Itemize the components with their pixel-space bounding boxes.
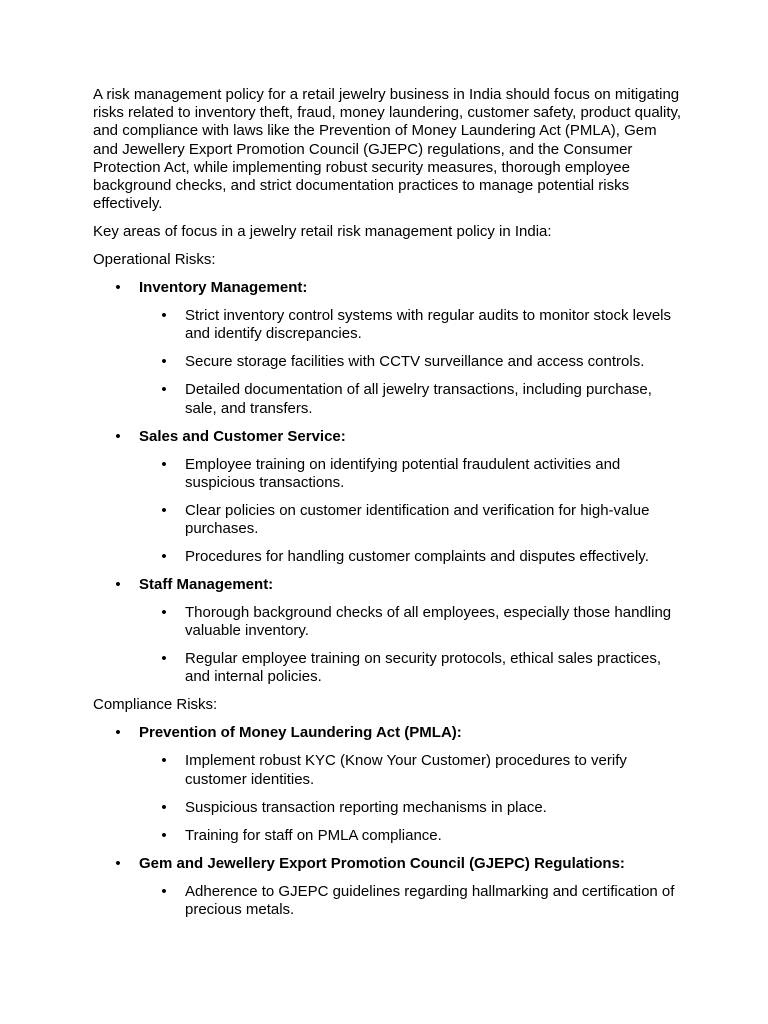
bullet-icon: • [115, 427, 121, 445]
intro-paragraph: A risk management policy for a retail jewelry business in India should focus on mitigating risks related to inventory theft, fraud, money laundering, customer safety, product quality, and compliance with laws like the Prevention of Money Laundering Act (PMLA), Gem and Jewellery Export Promotion Council (GJEPC) regulations, and the Consumer Protection Act, while implementing robust security measures, thorough employee background checks, and strict documentation practices to manage potential risks effectively. [93, 86, 682, 213]
bullet-icon: • [161, 798, 167, 816]
bullet-icon: • [161, 501, 167, 519]
list-item [139, 307, 683, 343]
bullet-icon: • [161, 381, 167, 399]
section-item [93, 576, 683, 687]
list-item [139, 827, 683, 845]
sub-list [139, 456, 683, 567]
list-item-text: Employee training on identifying potential fraudulent activities and suspicious transactions. [185, 455, 621, 491]
section-heading: Gem and Jewellery Export Promotion Council (GJEPC) Regulations: [139, 854, 625, 872]
list-item [139, 752, 683, 788]
list-item-text: Procedures for handling customer complaints and disputes effectively. [185, 548, 649, 566]
sub-list [139, 752, 683, 844]
section-heading: Sales and Customer Service: [139, 427, 346, 445]
list-item [139, 799, 683, 817]
document-page [93, 86, 683, 929]
bullet-icon: • [161, 353, 167, 371]
bullet-icon: • [115, 854, 121, 872]
bullet-icon: • [115, 724, 121, 742]
sub-list [139, 604, 683, 687]
list-item [139, 883, 683, 919]
list-item-text: Implement robust KYC (Know Your Customer) procedures to verify customer identities. [185, 752, 627, 788]
list-item [139, 381, 683, 417]
bullet-icon: • [161, 548, 167, 566]
list-item-text: Detailed documentation of all jewelry transactions, including purchase, sale, and transfers. [185, 381, 652, 417]
sub-list [139, 307, 683, 418]
list-item-text: Strict inventory control systems with regular audits to monitor stock levels and identify discrepancies. [185, 307, 672, 343]
operational-risks-title: Operational Risks: [93, 251, 216, 269]
compliance-risks-title: Compliance Risks: [93, 696, 218, 714]
list-item-text: Suspicious transaction reporting mechanisms in place. [185, 798, 547, 816]
list-item-text: Regular employee training on security protocols, ethical sales practices, and internal policies. [185, 650, 662, 686]
list-item-text: Thorough background checks of all employees, especially those handling valuable inventory. [185, 604, 672, 640]
section-heading: Prevention of Money Laundering Act (PMLA): [139, 724, 462, 742]
key-areas-paragraph: Key areas of focus in a jewelry retail risk management policy in India: [93, 223, 552, 241]
list-item-text: Training for staff on PMLA compliance. [185, 826, 442, 844]
bullet-icon: • [161, 650, 167, 668]
list-item [139, 456, 683, 492]
bullet-icon: • [161, 307, 167, 325]
bullet-icon: • [161, 455, 167, 473]
bullet-icon: • [115, 279, 121, 297]
section-item [93, 279, 683, 418]
list-item [139, 353, 683, 371]
section-item [93, 428, 683, 567]
section-heading: Staff Management: [139, 576, 274, 594]
list-item-text: Adherence to GJEPC guidelines regarding hallmarking and certification of precious metals. [185, 882, 675, 918]
section-heading: Inventory Management: [139, 279, 308, 297]
list-item [139, 502, 683, 538]
list-item [139, 604, 683, 640]
bullet-icon: • [161, 882, 167, 900]
list-item [139, 650, 683, 686]
sub-list [139, 883, 683, 919]
section-item [93, 724, 683, 844]
compliance-risks-list [93, 724, 683, 919]
list-item-text: Secure storage facilities with CCTV surveillance and access controls. [185, 353, 645, 371]
list-item-text: Clear policies on customer identification and verification for high-value purchases. [185, 501, 650, 538]
bullet-icon: • [161, 604, 167, 622]
bullet-icon: • [115, 576, 121, 594]
bullet-icon: • [161, 826, 167, 844]
operational-risks-list [93, 279, 683, 686]
bullet-icon: • [161, 752, 167, 770]
section-item [93, 855, 683, 919]
list-item [139, 548, 683, 566]
